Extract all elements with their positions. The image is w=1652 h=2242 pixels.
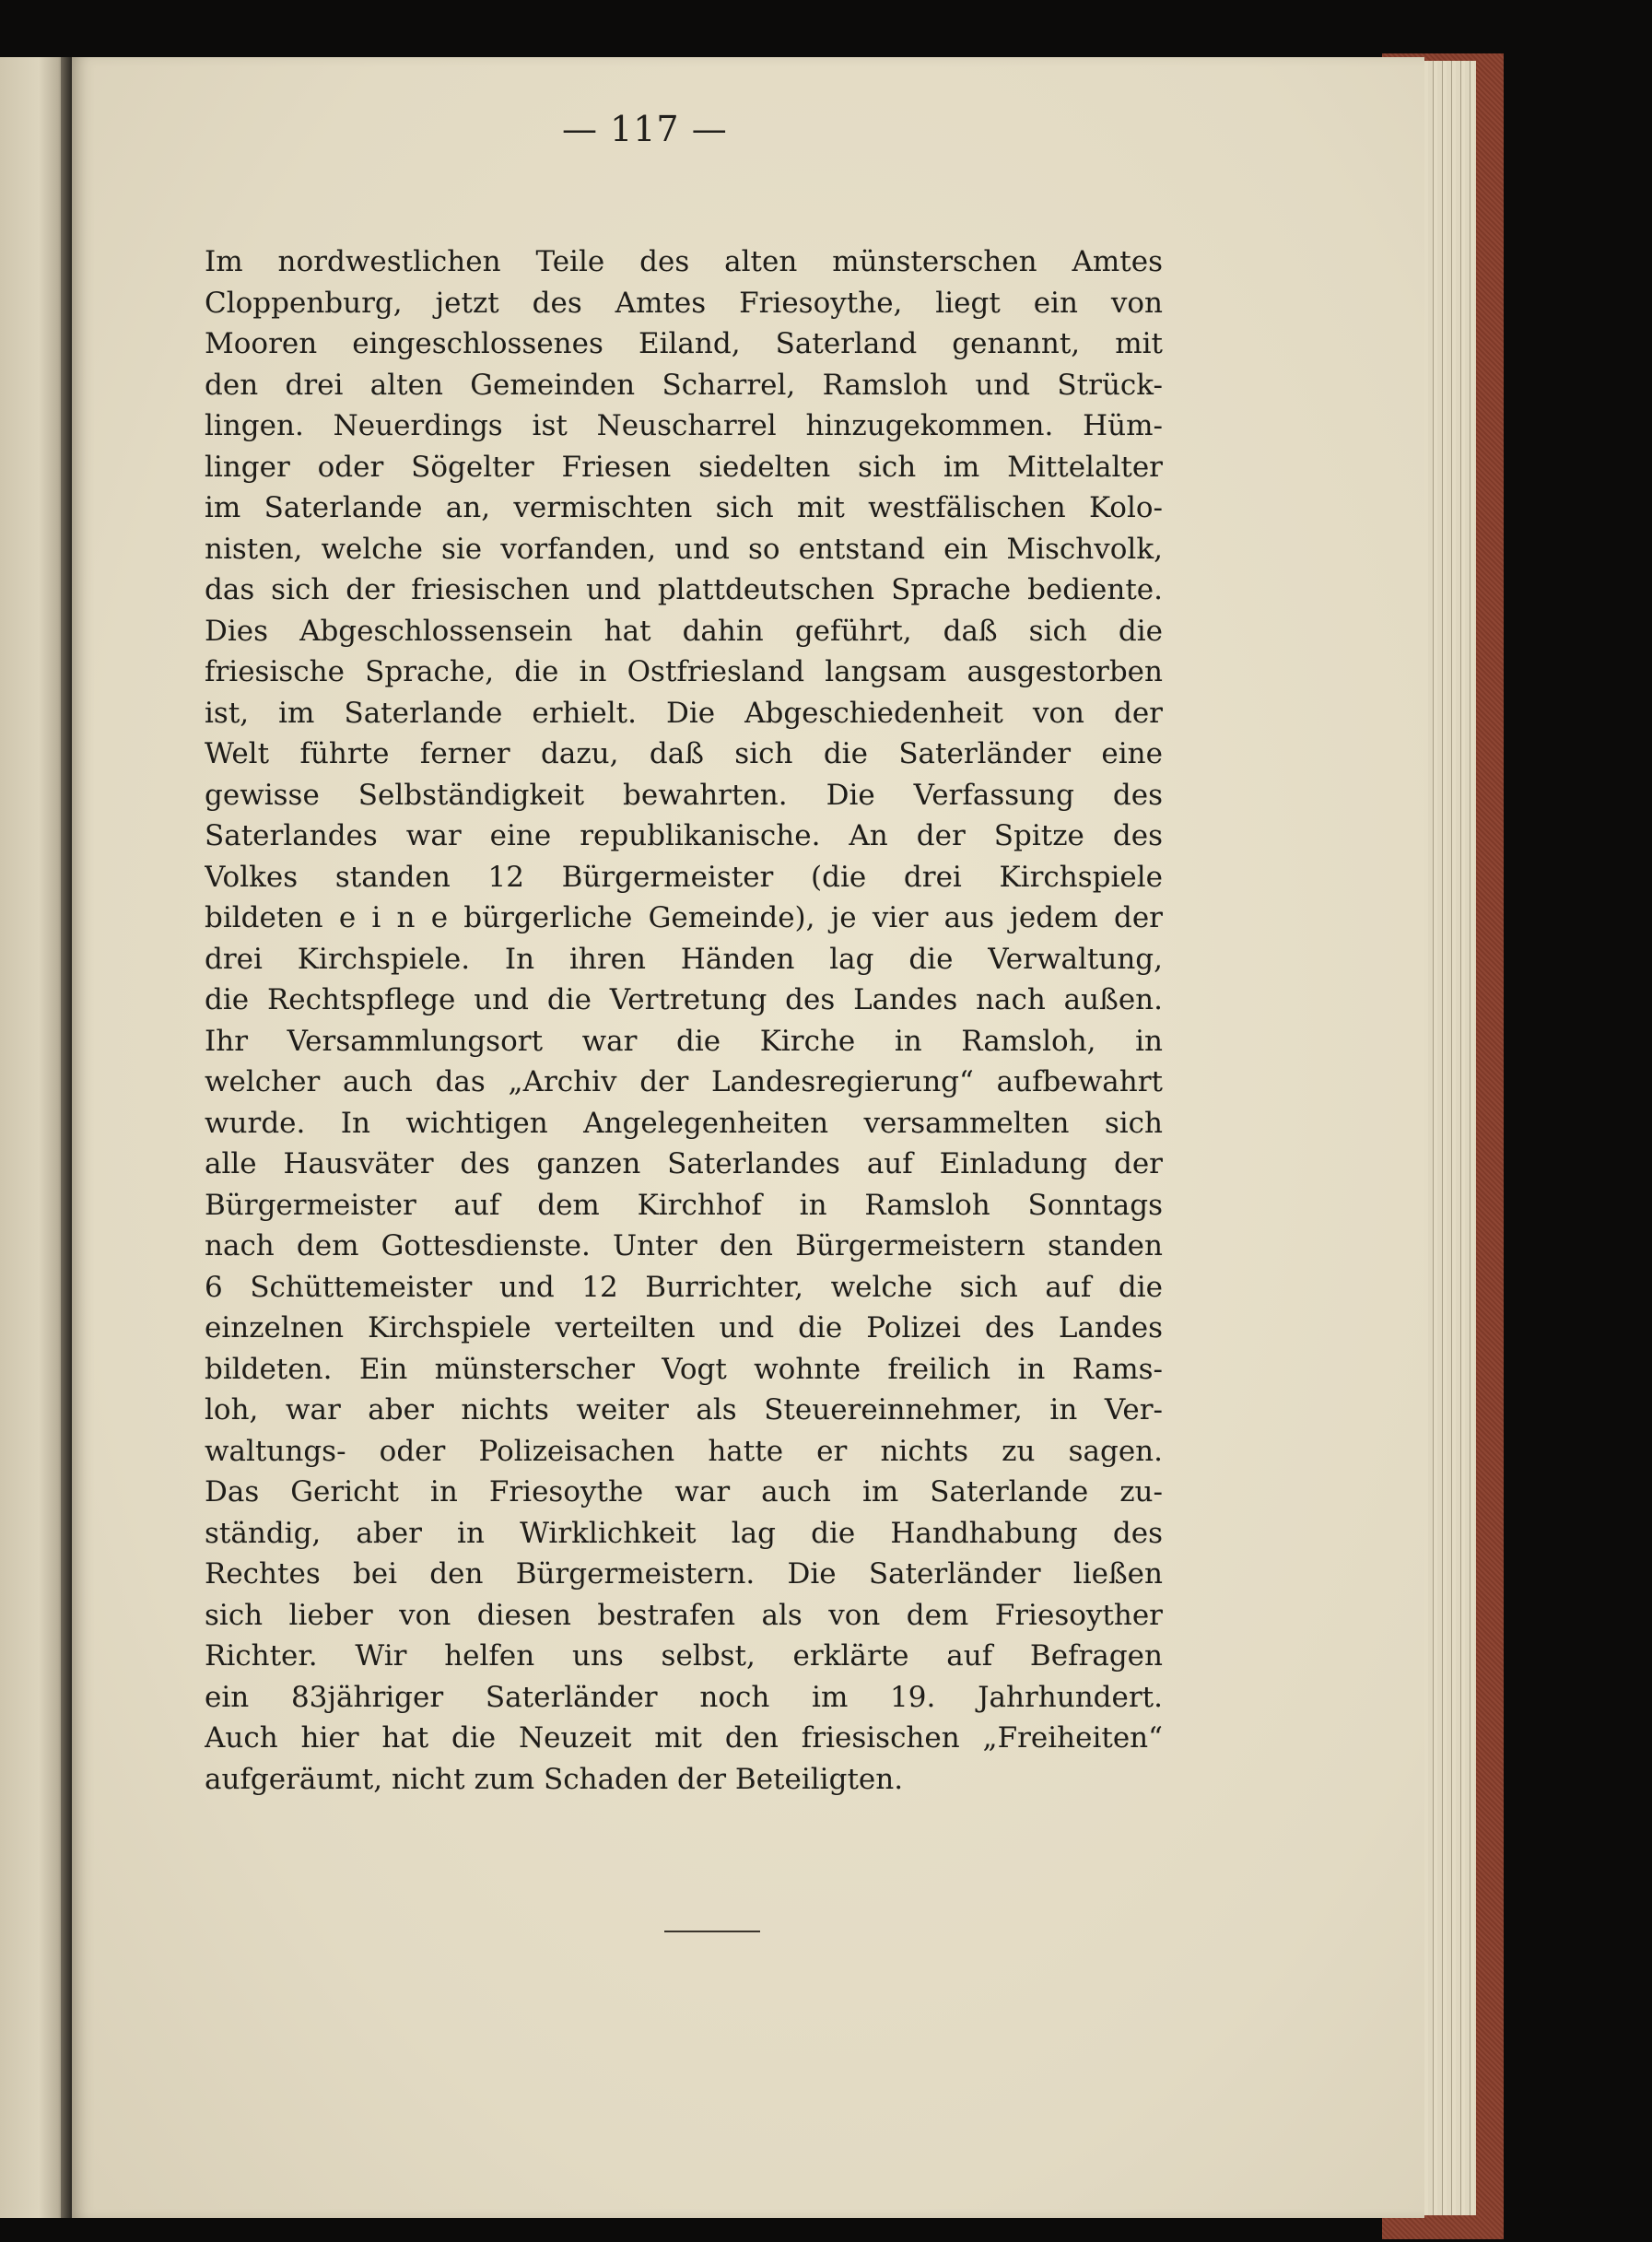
text-line: wurde. In wichtigen Angelegenheiten versammelten sich <box>205 1106 1163 1140</box>
text-line: ist, im Saterlande erhielt. Die Abgeschiedenheit von der <box>205 696 1163 730</box>
text-line: Im nordwestlichen Teile des alten münsterschen Amtes <box>205 245 1163 278</box>
text-line: Rechtes bei den Bürgermeistern. Die Saterländer ließen <box>205 1557 1163 1591</box>
text-line: alle Hausväter des ganzen Saterlandes auf Einladung der <box>205 1147 1163 1180</box>
text-line: gewisse Selbständigkeit bewahrten. Die Verfassung des <box>205 778 1163 812</box>
text-line: den drei alten Gemeinden Scharrel, Ramsloh und Strück- <box>205 368 1163 402</box>
body-text <box>205 241 1163 1800</box>
text-line: welcher auch das „Archiv der Landesregierung“ aufbewahrt <box>205 1065 1163 1098</box>
text-line: Welt führte ferner dazu, daß sich die Saterländer eine <box>205 737 1163 770</box>
text-line: Saterlandes war eine republikanische. An der Spitze des <box>205 819 1163 852</box>
page-edges <box>1419 61 1476 2215</box>
text-line: loh, war aber nichts weiter als Steuereinnehmer, in Ver- <box>205 1393 1163 1426</box>
left-page-edge <box>0 57 64 2218</box>
text-line: einzelnen Kirchspiele verteilten und die Polizei des Landes <box>205 1311 1163 1344</box>
text-line: drei Kirchspiele. In ihren Händen lag die Verwaltung, <box>205 942 1163 976</box>
text-line: Richter. Wir helfen uns selbst, erklärte auf Befragen <box>205 1639 1163 1673</box>
text-line: ständig, aber in Wirklichkeit lag die Handhabung des <box>205 1516 1163 1550</box>
text-line: ein 83jähriger Saterländer noch im 19. Jahrhundert. <box>205 1680 1163 1714</box>
text-line: nisten, welche sie vorfanden, und so entstand ein Mischvolk, <box>205 532 1163 566</box>
text-line: linger oder Sögelter Friesen siedelten sich im Mittelalter <box>205 450 1163 484</box>
text-line: aufgeräumt, nicht zum Schaden der Beteiligten. <box>205 1762 904 1796</box>
text-line: lingen. Neuerdings ist Neuscharrel hinzugekommen. Hüm- <box>205 409 1163 442</box>
text-line: nach dem Gottesdienste. Unter den Bürgermeistern standen <box>205 1229 1163 1262</box>
text-line: sich lieber von diesen bestrafen als von dem Friesoyther <box>205 1598 1163 1632</box>
text-line: Volkes standen 12 Bürgermeister (die drei Kirchspiele <box>205 860 1163 894</box>
text-line: waltungs- oder Polizeisachen hatte er nichts zu sagen. <box>205 1434 1163 1468</box>
text-line: Mooren eingeschlossenes Eiland, Saterland genannt, mit <box>205 327 1163 360</box>
text-line: bildeten e i n e bürgerliche Gemeinde), je vier aus jedem der <box>205 901 1163 934</box>
text-line: Bürgermeister auf dem Kirchhof in Ramsloh Sonntags <box>205 1188 1163 1222</box>
text-line: Ihr Versammlungsort war die Kirche in Ramsloh, in <box>205 1024 1163 1058</box>
text-line: Cloppenburg, jetzt des Amtes Friesoythe, liegt ein von <box>205 286 1163 320</box>
text-line: das sich der friesischen und plattdeutschen Sprache bediente. <box>205 573 1163 606</box>
page-number: — 117 — <box>562 109 728 149</box>
text-line: im Saterlande an, vermischten sich mit westfälischen Kolo- <box>205 491 1163 524</box>
text-line: Das Gericht in Friesoythe war auch im Saterlande zu- <box>205 1475 1163 1508</box>
text-line: Auch hier hat die Neuzeit mit den friesischen „Freiheiten“ <box>205 1721 1163 1755</box>
end-rule <box>664 1931 760 1932</box>
text-line: 6 Schüttemeister und 12 Burrichter, welche sich auf die <box>205 1270 1163 1304</box>
text-line: bildeten. Ein münsterscher Vogt wohnte freilich in Rams- <box>205 1352 1163 1386</box>
text-line: friesische Sprache, die in Ostfriesland langsam ausgestorben <box>205 655 1163 688</box>
text-line: die Rechtspflege und die Vertretung des Landes nach außen. <box>205 983 1163 1016</box>
text-line: Dies Abgeschlossensein hat dahin geführt, daß sich die <box>205 614 1163 648</box>
book-gutter <box>61 57 72 2218</box>
